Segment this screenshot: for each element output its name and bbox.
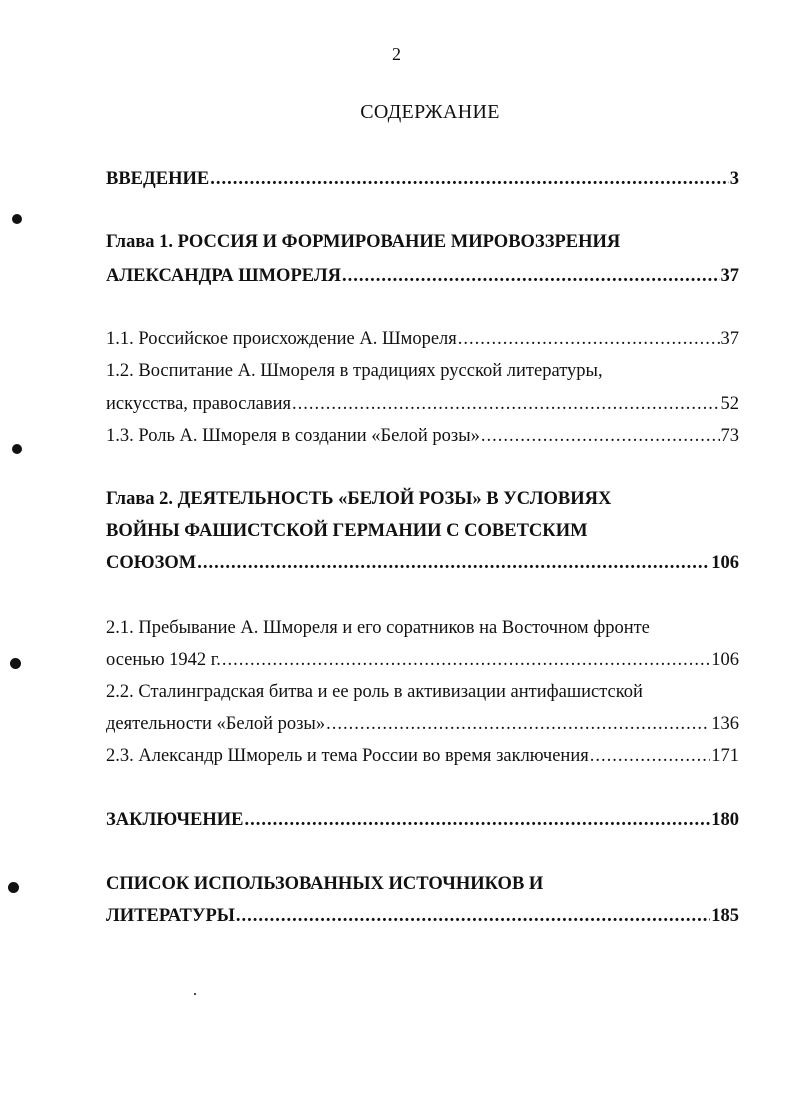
toc-sources-heading-line[interactable]: СПИСОК ИСПОЛЬЗОВАННЫХ ИСТОЧНИКОВ И: [106, 874, 544, 894]
toc-entry-title: ВВЕДЕНИЕ: [106, 169, 210, 189]
toc-entry-title: осенью 1942 г.: [106, 650, 221, 670]
toc-entry-section-1-1[interactable]: [106, 327, 739, 351]
scan-speck: [12, 214, 22, 224]
toc-entry-title: 1.1. Российское происхождение А. Шмореля: [106, 329, 457, 349]
toc-entry-introduction[interactable]: [106, 167, 739, 191]
dot-leader: [245, 808, 711, 832]
toc-entry-section-2-1-line[interactable]: 2.1. Пребывание А. Шмореля и его соратников на Восточном фронте: [106, 618, 650, 638]
toc-entry-page: 136: [711, 714, 739, 734]
dot-leader: [222, 648, 710, 672]
toc-entry-sources[interactable]: [106, 904, 739, 928]
toc-entry-title: ЗАКЛЮЧЕНИЕ: [106, 810, 244, 830]
dot-leader: [481, 424, 720, 448]
toc-entry-title: деятельности «Белой розы»: [106, 714, 326, 734]
page-number: 2: [392, 44, 401, 64]
toc-entry-title: АЛЕКСАНДРА ШМОРЕЛЯ: [106, 266, 341, 286]
toc-entry-section-2-3[interactable]: [106, 744, 739, 768]
dot-leader: [236, 904, 710, 928]
dot-leader: [458, 327, 720, 351]
dot-leader: [590, 744, 711, 768]
toc-chapter-2-heading-line[interactable]: Глава 2. ДЕЯТЕЛЬНОСТЬ «БЕЛОЙ РОЗЫ» В УСЛОВИЯХ: [106, 489, 612, 509]
toc-entry-page: 37: [720, 266, 739, 286]
toc-entry-page: 180: [711, 810, 739, 830]
toc-entry-title: ЛИТЕРАТУРЫ: [106, 906, 235, 926]
scan-speck: [8, 882, 19, 893]
toc-entry-section-1-2-line[interactable]: 1.2. Воспитание А. Шмореля в традициях русской литературы,: [106, 361, 603, 381]
toc-chapter-1-heading-line[interactable]: Глава 1. РОССИЯ И ФОРМИРОВАНИЕ МИРОВОЗЗРЕНИЯ: [106, 232, 621, 252]
toc-entry-page: 37: [720, 329, 739, 349]
toc-entry-page: 185: [711, 906, 739, 926]
toc-entry-chapter-2[interactable]: [106, 551, 739, 575]
toc-entry-conclusion[interactable]: [106, 808, 739, 832]
toc-entry-title: СОЮЗОМ: [106, 553, 197, 573]
toc-entry-page: 52: [720, 394, 739, 414]
toc-entry-page: 171: [711, 746, 739, 766]
toc-entry-section-2-2[interactable]: [106, 712, 739, 736]
dot-leader: [210, 167, 729, 191]
dot-leader: [342, 264, 720, 288]
dot-leader: [326, 712, 710, 736]
toc-entry-page: 106: [711, 553, 739, 573]
dot-leader: [197, 551, 710, 575]
toc-entry-title: 2.3. Александр Шморель и тема России во время заключения: [106, 746, 589, 766]
toc-entry-page: 3: [729, 169, 739, 189]
toc-chapter-2-heading-line[interactable]: ВОЙНЫ ФАШИСТСКОЙ ГЕРМАНИИ С СОВЕТСКИМ: [106, 521, 588, 541]
page-title: СОДЕРЖАНИЕ: [360, 101, 500, 123]
toc-entry-title: 1.3. Роль А. Шмореля в создании «Белой розы»: [106, 426, 480, 446]
scan-speck: [194, 993, 196, 995]
toc-entry-chapter-1[interactable]: [106, 264, 739, 288]
toc-entry-page: 106: [711, 650, 739, 670]
dot-leader: [292, 392, 719, 416]
scan-speck: [12, 444, 22, 454]
toc-entry-section-1-3[interactable]: [106, 424, 739, 448]
scan-speck: [10, 658, 21, 669]
toc-entry-page: 73: [720, 426, 739, 446]
toc-entry-section-2-1[interactable]: [106, 648, 739, 672]
toc-entry-title: искусства, православия: [106, 394, 292, 414]
toc-entry-section-1-2[interactable]: [106, 392, 739, 416]
toc-entry-section-2-2-line[interactable]: 2.2. Сталинградская битва и ее роль в активизации антифашистской: [106, 682, 643, 702]
